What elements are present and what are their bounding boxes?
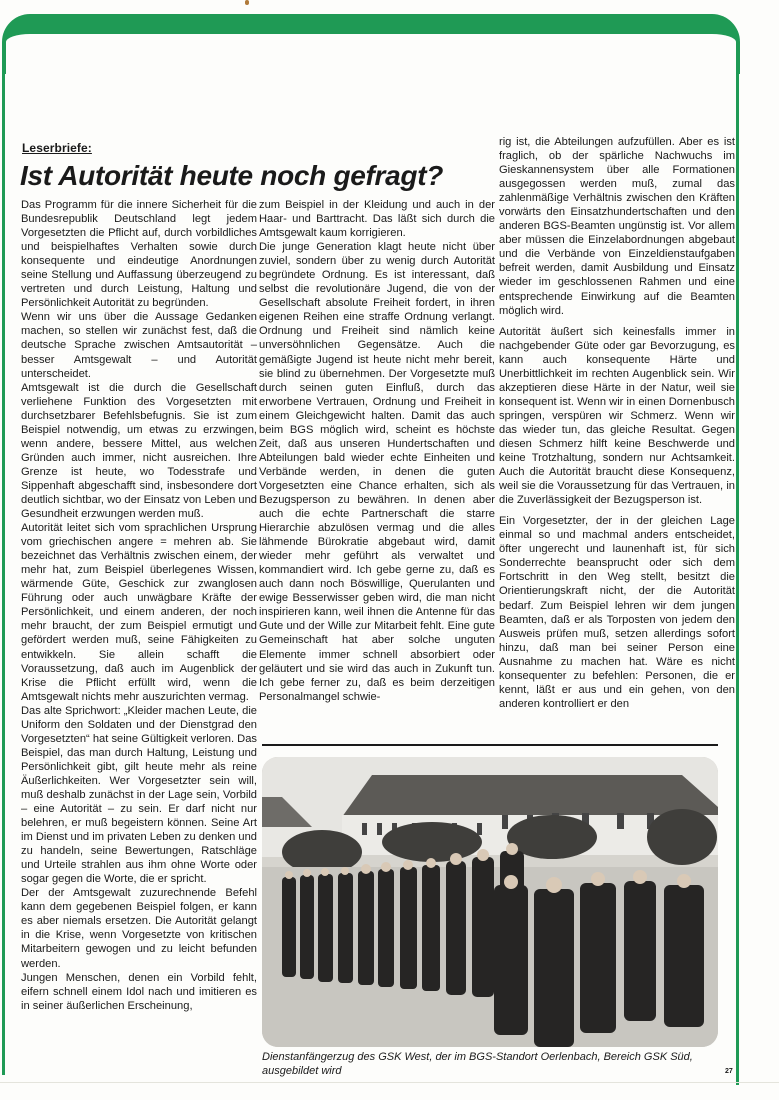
paragraph: Wenn wir uns über die Aussage Gedanken machen, so stellen wir zunächst fest, daß die deutsche Sprache zwischen Amtsautorität – besser Amtsgewalt – und Autorität unterscheidet. [21,311,257,380]
paragraph: Autorität leitet sich vom sprachlichen Ursprung vom griechischen angere = mehren ab. Sie bezeichnet das Verhältnis zwischen einem, der mehr hat, zum Beispiel überlegenes Wissen, wärmende Güte, Geschick zur zwanglosen Führung oder auch unwägbare Kräfte der Persönlichkeit, und einem anderen, der noch mehr braucht, der zum Beispiel ermutigt und gefördert werden muß, seine Fähigkeiten zu entwikkeln. Sie allein schafft die Voraussetzung, daß auch im Augenblick der Krise die Pflicht erfüllt wird, wenn die Amtsgewalt nichts mehr auszurichten vermag. [21,522,257,703]
paragraph: Jungen Menschen, denen ein Vorbild fehlt, eifern schnell einem Idol nach und imitieren es in seiner äußerlichen Erscheinung, [21,971,257,1012]
text-column-3 [499,135,735,711]
paragraph: Das Programm für die innere Sicherheit für die Bundesrepublik Deutschland legt jedem Vorgesetzten die Pflicht auf, durch vorbildliches und beispielhaftes Verhalten sowie durch konsequente und eindeutige Anordnungen seine Stellung und Auffassung überzeugend zu vertreten und durch Leistung, Haltung und Persönlichkeit Autorität zu begründen. [21,199,257,310]
print-speck [245,0,249,5]
text-column-1 [21,198,257,1013]
photo-illustration [262,757,718,1047]
page-frame-right [736,60,739,1085]
headline: Ist Autorität heute noch gefragt? [20,160,444,191]
platoon-photo [262,757,718,1047]
page-number: 27 [725,1068,733,1075]
text-column-2 [259,198,495,704]
paragraph: Amtsgewalt ist die durch die Gesellschaft verliehene Funktion des Vorgesetzten mit durchsetzbarer Befehlsbefugnis. Sie ist zum Beispiel notwendig, um etwas zu erzwingen, wenn andere, bessere Mittel, aus welchen Gründen auch immer, nicht ausreichen. Ihre Grenze ist heute, wo Todesstrafe und Sippenhaft abgeschafft sind, insbesondere dort deutlich sichtbar, wo der Einsatz von Leben und Gesundheit erzwungen werden muß. [21,381,257,521]
paragraph: zum Beispiel in der Kleidung und auch in der Haar- und Barttracht. Das läßt sich durch die Amtsgewalt kaum korrigieren. [259,199,495,240]
paragraph: Ein Vorgesetzter, der in der gleichen Lage einmal so und machmal anders entscheidet, öfter ungerecht und launenhaft ist, für sich Sonderrechte beansprucht oder sich dem Fortschritt in den Weg stellt, besitzt die Orientierungskraft nicht, der die Autorität bedarf. Zum Beispiel lehren wir dem jungen Beamten, daß er als Torposten von jedem den Ausweis prüfen muß, setzen allerdings sofort hinzu, daß man bei seiner Person eine Ausnahme zu machen hat. Wäre es nicht konsequenter zu befehlen: Personen, die er kennt, läßt er aus und ein gehen, von den anderen kontrolliert er den [499,515,735,710]
page-bottom-edge [0,1082,779,1083]
paragraph: Die junge Generation klagt heute nicht über zuviel, sondern über zu wenig durch Autorität begründete Ordnung. Es ist interessant, daß selbst die revolutionäre Jugend, die von der Gesellschaft absolute Freiheit fordert, in ihren eigenen Reihen eine straffe Ordnung verlangt. Ordnung und Freiheit sind nämlich keine unversöhnlichen Gegensätze. Auch die gemäßigte Jugend ist heute nicht mehr bereit, sie blind zu übernehmen. Der Vorgesetzte muß durch seinen guten Einfluß, durch das erworbene Vertrauen, Ordnung und Freiheit in einem Gleichgewicht halten. Damit das auch beim BGS möglich wird, scheint es höchste Zeit, daß aus unseren Hundertschaften und Abteilungen bald wieder echte Einheiten und Verbände werden, in denen die guten Vorgesetzten eine Chance erhalten, sich als Bezugsperson zu bewähren. In denen aber auch die echte Partnerschaft die starre Hierarchie abzulösen vermag und die alles lähmende Bürokratie abgebaut wird, damit wieder mehr geführt als verwaltet und kommandiert wird. Ich gebe gerne zu, daß es auch dann noch Böswillige, Querulanten und ewige Besserwisser geben wird, die man nicht inspirieren kann, weil ihnen die Antenne für das Gute und der Wille zur Mitarbeit fehlt. Eine gute Gemeinschaft hat aber solche unguten Elemente immer schnell absorbiert oder geläutert und sie wird das auch in Zukunft tun. Ich gebe ferner zu, daß es beim derzeitigen Personalmangel schwie- [259,241,495,703]
paragraph: Autorität äußert sich keinesfalls immer in nachgebender Güte oder gar Bevorzugung, es kann auch konsequente Härte und Unerbittlichkeit im rechten Augenblick sein. Wir akzeptieren diese Härte in der Natur, weil sie konsequent ist. Wenn wir in einen Dornenbusch springen, verspüren wir Schmerz. Wenn wir das wieder tun, das gleiche Resultat. Gegen diesen Schmerz hilft keine Beschwerde und keine Trotzhaltung, sondern nur Achtsamkeit. Auch die Autorität braucht diese Konsequenz, weil sie die Voraussetzung für das Vertrauen, in die Zuverlässigkeit der Bezugsperson ist. [499,325,735,507]
paragraph: Der der Amtsgewalt zuzurechnende Befehl kann dem gegebenen Beispiel folgen, er kann es aber niemals ersetzen. Die Autorität gelangt in die Krise, wenn Vorgesetzte von kritischen Mitarbeitern gewogen und zu leicht befunden werden. [21,887,257,970]
page-frame-left [2,60,5,1075]
page-frame-top [2,14,740,74]
paragraph: Das alte Sprichwort: „Kleider machen Leute, die Uniform den Soldaten und der Dienstgrad den Vorgesetzten“ hat seine Gültigkeit verloren. Das Beispiel, das man durch Haltung, Leistung und Persönlichkeit gibt, gilt heute mehr als reine Äußerlichkeiten. Wer Vorgesetzter sein will, muß deshalb zunächst in der Lage sein, Vorbild – eine Autorität – zu sein. Er darf nicht nur belehren, er muß begeistern können. Seine Art im Dienst und im privaten Leben zu denken und zu handeln, seine Bewertungen, Ratschläge und Urteile strahlen aus ihm ohne Worte oder sogar gegen die Worte, die er spricht. [21,704,257,886]
paragraph: rig ist, die Abteilungen aufzufüllen. Aber es ist fraglich, ob der spärliche Nachwuchs im Gieskannensystem über alle Formationen ausgegossen werden muß, zumal das zahlenmäßige Verhältnis zwischen den Kräften vorwärts den Einsatzhundertschaften und den anderen BGS-Beamten ungünstig ist. Vor allem aber müssen die Einzelabordnungen abgebaut und die Verbände von Einzeldienstaufgaben befreit werden, damit Ausbildung und Einsatz wieder im geschlossenen Rahmen und eine entsprechende Einwirkung auf die Beamten möglich wird. [499,136,735,317]
section-label: Leserbriefe: [22,141,92,155]
photo-top-rule [262,744,718,746]
photo-caption: Dienstanfängerzug des GSK West, der im BGS-Standort Oerlenbach, Bereich GSK Süd, ausgebildet wird [262,1051,693,1077]
